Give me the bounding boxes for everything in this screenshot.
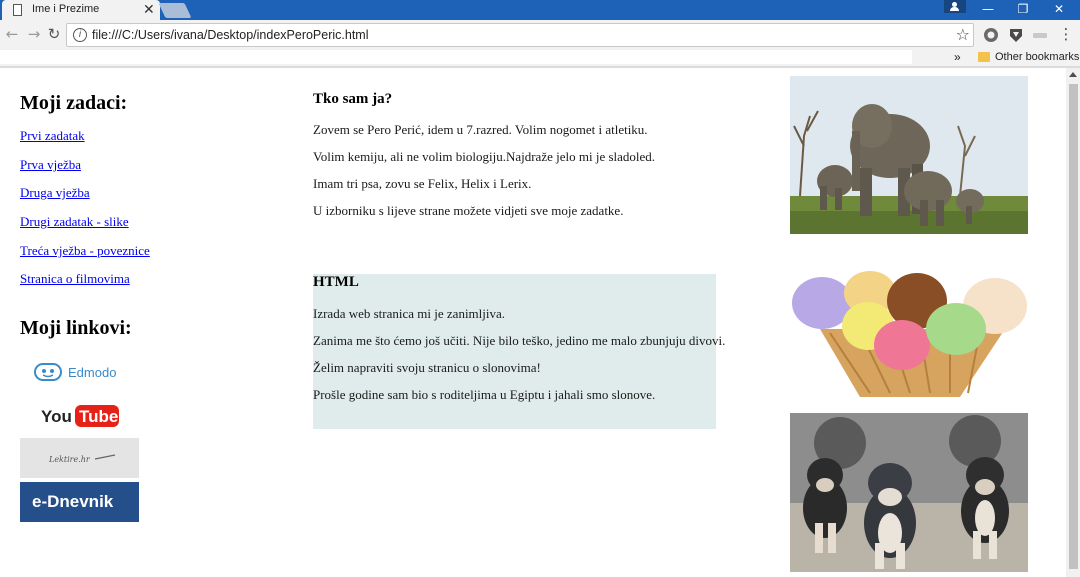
star-icon[interactable]: ☆ [955,25,970,44]
tasks-heading: Moji zadaci: [20,92,128,114]
puppies-image [790,413,1028,572]
lektire-logo-link[interactable] [20,438,139,478]
forward-icon[interactable]: → [27,25,41,43]
new-tab-button[interactable] [159,3,192,18]
ice-cream-image [790,271,1028,397]
bookmarks-bar [0,50,1080,66]
about-paragraph: Volim kemiju, ali ne volim biologiju.Najdraže jelo mi je sladoled. [313,149,656,164]
youtube-logo-you: You [41,407,72,426]
document-icon [13,4,22,16]
about-title: Tko sam ja? [313,91,393,107]
ednevnik-logo-text: e-Dnevnik [32,492,114,511]
html-paragraph: Želim napraviti svoju stranicu o slonovima! [313,360,541,375]
extension-icon[interactable] [983,27,999,43]
about-paragraph: Imam tri psa, zovu se Felix, Helix i Lerix. [313,176,532,191]
edmodo-logo-link[interactable] [20,352,139,392]
reload-icon[interactable]: ↻ [47,25,61,43]
scrollbar-thumb[interactable] [1069,84,1078,569]
link-prvi-zadatak[interactable]: Prvi zadatak [20,128,85,143]
edmodo-logo-text: Edmodo [68,365,117,380]
link-druga-vjezba[interactable]: Druga vježba [20,185,90,200]
close-window-button[interactable]: ✕ [1053,2,1065,16]
info-icon[interactable]: i [73,28,87,42]
shield-icon[interactable] [1008,27,1024,43]
browser-titlebar [0,0,1080,20]
links-heading: Moji linkovi: [20,317,132,339]
youtube-logo-tube: Tube [79,407,119,426]
youtube-logo [20,395,139,435]
address-bar[interactable] [66,23,974,47]
html-paragraph: Izrada web stranica mi je zanimljiva. [313,306,506,321]
html-title: HTML [313,274,359,290]
edmodo-logo [20,352,139,392]
chrome-divider [0,66,1080,68]
scroll-up-arrow-icon[interactable] [1069,72,1077,77]
elephants-image [790,76,1028,234]
about-paragraph: Zovem se Pero Perić, idem u 7.razred. Volim nogomet i atletiku. [313,122,648,137]
lektire-logo-text: Lektire.hr [49,455,90,464]
ednevnik-logo-link[interactable] [20,482,139,522]
tab-close-icon[interactable]: ✕ [143,1,155,17]
bookmarks-overflow-button[interactable]: » [954,50,961,64]
link-prva-vjezba[interactable]: Prva vježba [20,157,82,172]
extension-disabled-icon[interactable] [1032,27,1048,43]
html-paragraph: Zanima me što ćemo još učiti. Nije bilo teško, jedino me malo zbunjuju divovi. [313,333,726,348]
other-bookmarks-button[interactable]: Other bookmarks [995,51,1080,63]
about-paragraph: U izborniku s lijeve strane možete vidjeti sve moje zadatke. [313,203,624,218]
profile-icon[interactable] [944,0,966,13]
back-icon[interactable]: ← [5,25,19,43]
lektire-logo [20,438,139,478]
bookmarks-area [0,50,912,64]
folder-icon [978,52,990,62]
tab-title: Ime i Prezime [32,3,100,15]
url-text[interactable]: file:///C:/Users/ivana/Desktop/indexPeroPeric.html [92,28,369,42]
minimize-button[interactable]: — [982,2,994,16]
menu-icon[interactable]: ⋮ [1058,25,1074,43]
restore-button[interactable]: ❐ [1017,2,1029,16]
youtube-logo-link[interactable] [20,395,139,435]
browser-toolbar [0,20,1080,50]
link-stranica-o-filmovima[interactable]: Stranica o filmovima [20,271,130,286]
html-paragraph: Prošle godine sam bio s roditeljima u Egiptu i jahali smo slonove. [313,387,656,402]
browser-tab[interactable] [2,0,160,20]
link-treca-vjezba-poveznice[interactable]: Treća vježba - poveznice [20,243,150,258]
html-section [313,274,716,429]
link-drugi-zadatak-slike[interactable]: Drugi zadatak - slike [20,214,129,229]
